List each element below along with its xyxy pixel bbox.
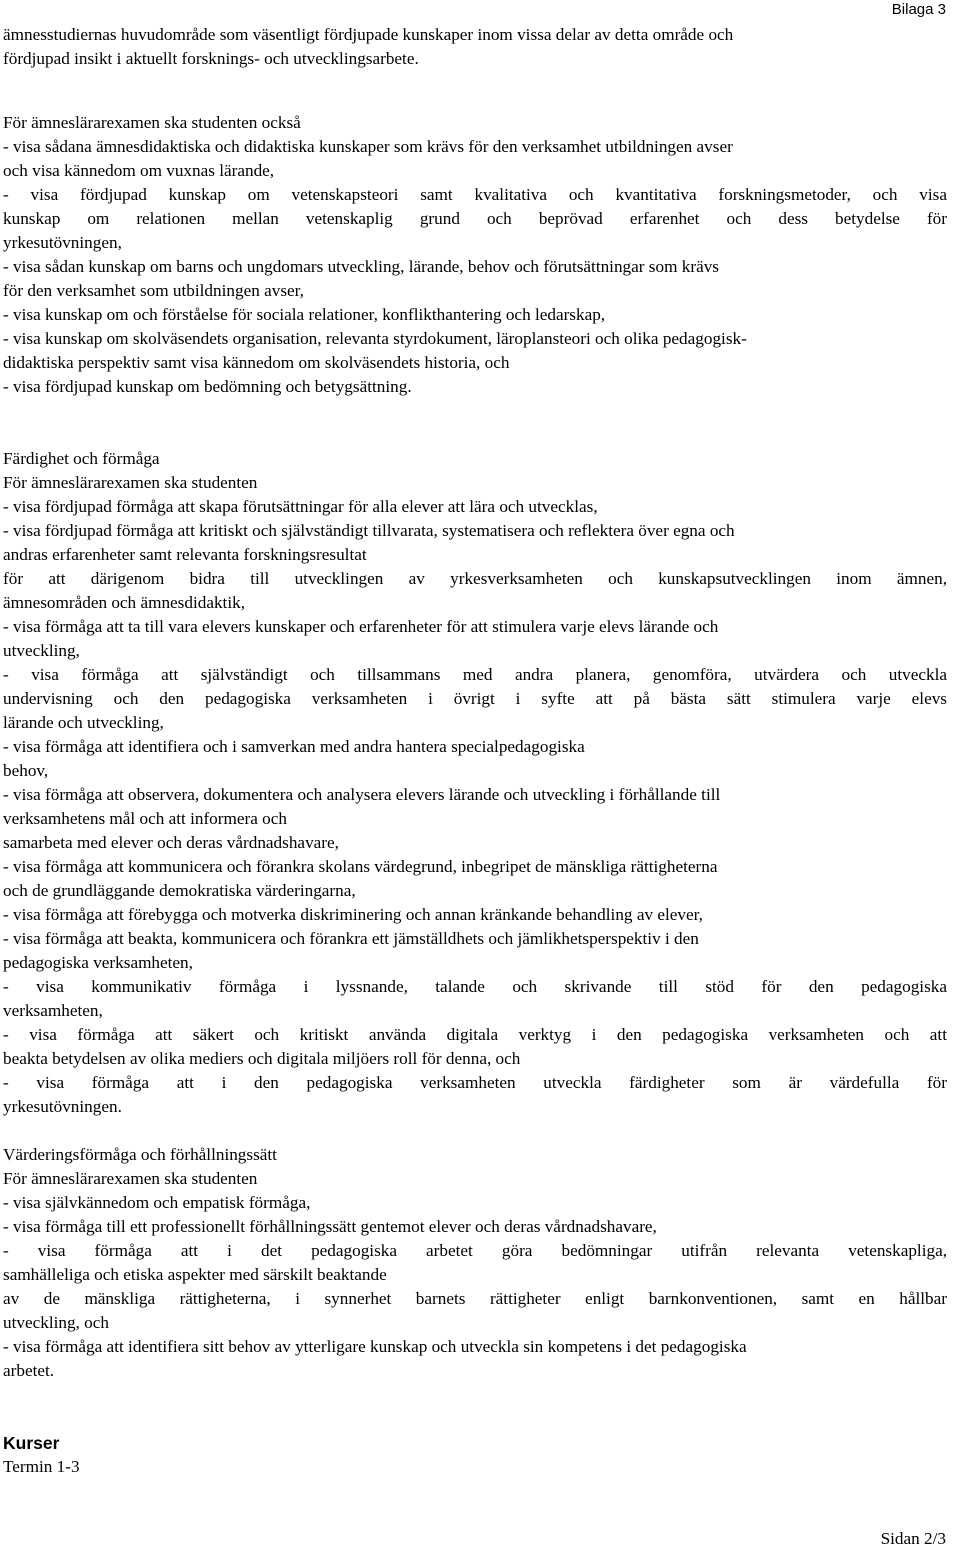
appendix-label: Bilaga 3 [891, 1, 946, 18]
skills-heading: Färdighet och förmåga [3, 449, 160, 468]
values-line: - visa förmåga att identifiera sitt behov av ytterligare kunskap och utveckla sin kompetens i det pedagogiska [3, 1337, 747, 1356]
skills-line: verksamhetens mål och att informera och [3, 809, 287, 828]
skills-line: yrkesutövningen. [3, 1097, 122, 1116]
skills-line: - visa förmåga att beakta, kommunicera och förankra ett jämställdhets och jämlikhetsperspektiv i den [3, 929, 699, 948]
skills-line: verksamheten, [3, 1001, 103, 1020]
skills-line: - visa förmåga att förebygga och motverka diskriminering och annan kränkande behandling av elever, [3, 905, 703, 924]
skills-line: pedagogiska verksamheten, [3, 953, 193, 972]
skills-line: behov, [3, 761, 49, 780]
knowledge-line: för den verksamhet som utbildningen avser, [3, 281, 304, 300]
knowledge-line: - visa sådan kunskap om barns och ungdomars utveckling, lärande, behov och förutsättningar som krävs [3, 257, 719, 276]
skills-line: - visa förmåga att ta till vara elevers kunskaper och erfarenheter för att stimulera varje elevs lärande och [3, 617, 719, 636]
skills-line: ämnesområden och ämnesdidaktik, [3, 593, 245, 612]
values-line: av de mänskliga rättigheterna, i synnerhet barnets rättigheter enligt barnkonventionen, samt en hållbar [3, 1289, 947, 1308]
knowledge-line: - visa sådana ämnesdidaktiska och didaktiska kunskaper som krävs för den verksamhet utbildningen avser [3, 137, 733, 156]
skills-line: - visa förmåga att i den pedagogiska verksamheten utveckla färdigheter som är värdefulla för [3, 1073, 947, 1092]
knowledge-heading: För ämneslärarexamen ska studenten också [3, 113, 301, 132]
intro-line: fördjupad insikt i aktuellt forsknings- och utvecklingsarbete. [3, 49, 419, 68]
skills-line: utveckling, [3, 641, 80, 660]
values-line: - visa förmåga till ett professionellt förhållningssätt gentemot elever och deras vårdnadshavare, [3, 1217, 657, 1236]
values-line: arbetet. [3, 1361, 55, 1380]
values-heading: Värderingsförmåga och förhållningssätt [3, 1145, 277, 1164]
knowledge-line: - visa fördjupad kunskap om vetenskapsteori samt kvalitativa och kvantitativa forskningsmetoder, och visa [3, 185, 947, 204]
skills-line: - visa förmåga att självständigt och tillsammans med andra planera, genomföra, utvärdera och utveckla [3, 665, 947, 684]
skills-line: - visa fördjupad förmåga att kritiskt och självständigt tillvarata, systematisera och reflektera över egna och [3, 521, 735, 540]
knowledge-line: yrkesutövningen, [3, 233, 122, 252]
knowledge-line: - visa kunskap om skolväsendets organisation, relevanta styrdokument, läroplansteori och olika pedagogisk- [3, 329, 747, 348]
document-body [3, 23, 947, 1479]
skills-line: beakta betydelsen av olika mediers och digitala miljöers roll för denna, och [3, 1049, 521, 1068]
skills-line: samarbeta med elever och deras vårdnadshavare, [3, 833, 339, 852]
skills-line: för att därigenom bidra till utvecklingen av yrkesverksamheten och kunskapsutvecklingen inom ämnen, [3, 569, 947, 588]
page-number: Sidan 2/3 [880, 1529, 946, 1548]
knowledge-line: - visa kunskap om och förståelse för sociala relationer, konflikthantering och ledarskap, [3, 305, 606, 324]
values-line: - visa självkännedom och empatisk förmåga, [3, 1193, 311, 1212]
skills-line: och de grundläggande demokratiska värderingarna, [3, 881, 356, 900]
values-line: samhälleliga och etiska aspekter med särskilt beaktande [3, 1265, 387, 1284]
skills-line: lärande och utveckling, [3, 713, 164, 732]
values-line: - visa förmåga att i det pedagogiska arbetet göra bedömningar utifrån relevanta vetenskapliga, [3, 1241, 947, 1260]
skills-line: För ämneslärarexamen ska studenten [3, 473, 258, 492]
skills-line: undervisning och den pedagogiska verksamheten i övrigt i syfte att på bästa sätt stimulera varje elevs [3, 689, 947, 708]
knowledge-line: didaktiska perspektiv samt visa kännedom om skolväsendets historia, och [3, 353, 510, 372]
skills-line: - visa förmåga att kommunicera och förankra skolans värdegrund, inbegripet de mänskliga rättigheterna [3, 857, 718, 876]
knowledge-line: - visa fördjupad kunskap om bedömning och betygsättning. [3, 377, 412, 396]
intro-line: ämnesstudiernas huvudområde som väsentligt fördjupade kunskaper inom vissa delar av detta område och [3, 25, 734, 44]
skills-line: - visa fördjupad förmåga att skapa förutsättningar för alla elever att lära och utvecklas, [3, 497, 598, 516]
knowledge-line: och visa kännedom om vuxnas lärande, [3, 161, 275, 180]
skills-line: - visa kommunikativ förmåga i lyssnande, talande och skrivande till stöd för den pedagogiska [3, 977, 947, 996]
skills-line: - visa förmåga att identifiera och i samverkan med andra hantera specialpedagogiska [3, 737, 585, 756]
skills-line: andras erfarenheter samt relevanta forskningsresultat [3, 545, 367, 564]
skills-line: - visa förmåga att säkert och kritiskt använda digitala verktyg i den pedagogiska verksamheten och att [3, 1025, 947, 1044]
courses-heading: Kurser [3, 1433, 60, 1453]
values-line: utveckling, och [3, 1313, 109, 1332]
skills-line: - visa förmåga att observera, dokumentera och analysera elevers lärande och utveckling i förhållande till [3, 785, 721, 804]
values-line: För ämneslärarexamen ska studenten [3, 1169, 258, 1188]
knowledge-line: kunskap om relationen mellan vetenskaplig grund och beprövad erfarenhet och dess betydelse för [3, 209, 947, 228]
courses-term: Termin 1-3 [3, 1457, 80, 1476]
